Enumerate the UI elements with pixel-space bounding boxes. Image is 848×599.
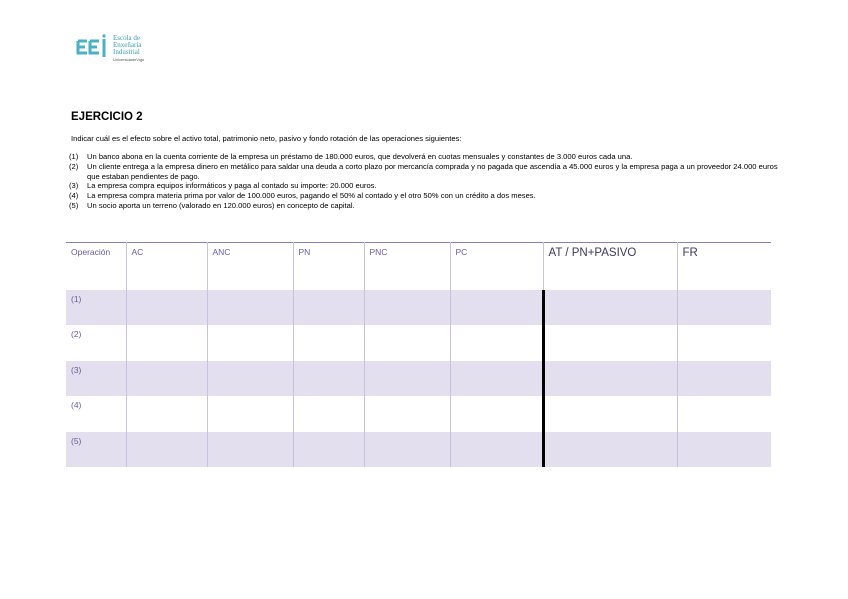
header-pn: PN	[293, 243, 364, 290]
cell-pn[interactable]	[293, 432, 364, 468]
table-header-row	[66, 243, 771, 290]
operation-text: La empresa compra materia prima por valor de 100.000 euros, pagando el 50% al contado y el otro 50% con un crédito a dos meses.	[87, 191, 536, 201]
operation-text: Un socio aporta un terreno (valorado en 120.000 euros) en concepto de capital.	[87, 200, 355, 210]
operation-item	[69, 191, 781, 201]
operation-text: Un cliente entrega a la empresa dinero en metálico para saldar una deuda a corto plazo por mercancía comprada y no pagada que ascendía a 45.000 euros y la empresa paga a un proveedor 24.000 euros que estaban pendientes de pago.	[87, 161, 778, 181]
cell-at-pn-pasivo[interactable]	[543, 290, 677, 326]
cell-ac[interactable]	[126, 325, 207, 361]
cell-fr[interactable]	[677, 361, 771, 397]
cell-at-pn-pasivo[interactable]	[543, 396, 677, 432]
row-label: (2)	[66, 325, 126, 361]
exercise-title: EJERCICIO 2	[71, 111, 143, 123]
row-label: (4)	[66, 396, 126, 432]
header-ac: AC	[126, 243, 207, 290]
operation-item	[69, 201, 781, 211]
logo-tagline: UniversidadeVigo	[113, 57, 145, 62]
cell-pnc[interactable]	[364, 396, 450, 432]
operation-number: (3)	[69, 181, 79, 191]
cell-pn[interactable]	[293, 361, 364, 397]
cell-at-pn-pasivo[interactable]	[543, 325, 677, 361]
cell-pc[interactable]	[450, 432, 543, 468]
table-row	[66, 432, 771, 468]
operation-number: (1)	[69, 152, 79, 161]
cell-pn[interactable]	[293, 290, 364, 326]
cell-anc[interactable]	[207, 361, 293, 397]
operation-item	[69, 152, 781, 162]
cell-pc[interactable]	[450, 361, 543, 397]
cell-pnc[interactable]	[364, 361, 450, 397]
cell-fr[interactable]	[677, 290, 771, 326]
operations-list	[69, 152, 781, 211]
operation-text: La empresa compra equipos informáticos y paga al contado su importe: 20.000 euros.	[87, 181, 377, 191]
exercise-instructions: Indicar cuál es el efecto sobre el activo total, patrimonio neto, pasivo y fondo rotación de las operaciones siguientes:	[71, 134, 462, 143]
table-row	[66, 396, 771, 432]
cell-anc[interactable]	[207, 290, 293, 326]
cell-ac[interactable]	[126, 361, 207, 397]
header-pnc: PNC	[364, 243, 450, 290]
row-label: (1)	[66, 290, 126, 326]
header-operacion: Operación	[66, 243, 126, 290]
eei-logo-icon	[74, 33, 112, 63]
cell-ac[interactable]	[126, 432, 207, 468]
operation-item	[69, 181, 781, 191]
operation-number: (2)	[69, 161, 79, 171]
cell-ac[interactable]	[126, 396, 207, 432]
table-row	[66, 325, 771, 361]
logo-line-1: Escola de	[113, 34, 141, 42]
cell-pnc[interactable]	[364, 325, 450, 361]
cell-pn[interactable]	[293, 396, 364, 432]
school-logo	[74, 33, 164, 67]
cell-pn[interactable]	[293, 325, 364, 361]
cell-at-pn-pasivo[interactable]	[543, 432, 677, 468]
header-pc: PC	[450, 243, 543, 290]
cell-anc[interactable]	[207, 432, 293, 468]
operation-number: (5)	[69, 200, 79, 210]
cell-pnc[interactable]	[364, 290, 450, 326]
header-anc: ANC	[207, 243, 293, 290]
logo-line-3: Industrial	[113, 48, 140, 56]
table-row	[66, 290, 771, 326]
cell-fr[interactable]	[677, 432, 771, 468]
cell-pnc[interactable]	[364, 432, 450, 468]
cell-pc[interactable]	[450, 290, 543, 326]
table-row	[66, 361, 771, 397]
cell-fr[interactable]	[677, 396, 771, 432]
cell-pc[interactable]	[450, 396, 543, 432]
cell-at-pn-pasivo[interactable]	[543, 361, 677, 397]
header-at-pn-pasivo: AT / PN+PASIVO	[543, 243, 677, 290]
cell-anc[interactable]	[207, 396, 293, 432]
row-label: (5)	[66, 432, 126, 468]
logo-line-2: Enxeñaría	[113, 41, 142, 49]
operation-number: (4)	[69, 191, 79, 201]
cell-ac[interactable]	[126, 290, 207, 326]
cell-pc[interactable]	[450, 325, 543, 361]
row-label: (3)	[66, 361, 126, 397]
operation-text: Un banco abona en la cuenta corriente de la empresa un préstamo de 180.000 euros, que devolverá en cuotas mensuales y constantes de 3.000 euros cada una.	[87, 152, 633, 161]
cell-fr[interactable]	[677, 325, 771, 361]
logo-text	[113, 35, 144, 62]
operation-item	[69, 162, 781, 182]
cell-anc[interactable]	[207, 325, 293, 361]
header-fr: FR	[677, 243, 771, 290]
answer-table	[66, 242, 771, 467]
